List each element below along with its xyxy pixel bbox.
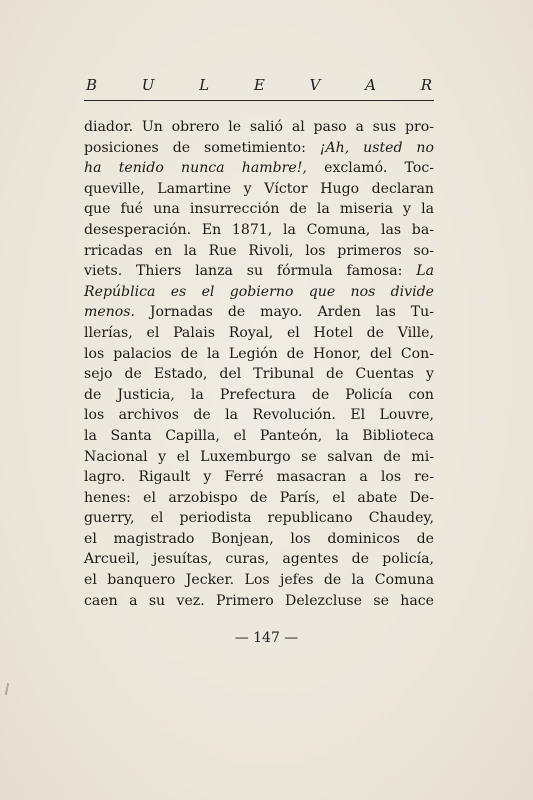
text-span: guerry, el periodista republicano Chaudey, <box>84 510 434 527</box>
body-paragraph <box>84 117 434 611</box>
text-line <box>84 344 434 365</box>
header-letter: R <box>420 76 432 94</box>
text-line <box>84 220 434 241</box>
text-span: desesperación. En 1871, la Comuna, las ba- <box>84 221 434 238</box>
text-span: exclamó. Toc- <box>306 160 434 177</box>
running-header <box>86 76 432 94</box>
text-line <box>84 138 434 159</box>
text-line <box>84 282 434 303</box>
text-span: viets. Thiers lanza su fórmula famosa: <box>84 263 417 280</box>
text-line <box>84 364 434 385</box>
header-letter: L <box>199 76 210 94</box>
text-line <box>84 117 434 138</box>
text-span: los palacios de la Legión de Honor, del Con- <box>84 345 434 362</box>
text-line <box>84 426 434 447</box>
text-span: los archivos de la Revolución. El Louvre, <box>84 407 434 424</box>
text-span: lagro. Rigault y Ferré masacran a los re- <box>84 469 434 486</box>
text-span: la Santa Capilla, el Panteón, la Biblioteca <box>84 427 434 444</box>
text-line <box>84 179 434 200</box>
header-letter: B <box>86 76 98 94</box>
text-span: caen a su vez. Primero Delezcluse se hace <box>84 592 434 609</box>
margin-mark <box>5 683 9 695</box>
italic-text: ¡Ah, usted no <box>319 139 434 156</box>
text-line <box>84 158 434 179</box>
text-span: el banquero Jecker. Los jefes de la Comuna <box>84 572 434 589</box>
text-span: llerías, el Palais Royal, el Hotel de Ville, <box>84 324 434 341</box>
text-line <box>84 385 434 406</box>
text-span: el magistrado Bonjean, los dominicos de <box>84 530 434 547</box>
header-rule <box>84 100 434 101</box>
text-line <box>84 241 434 262</box>
text-span: Jornadas de mayo. Arden las Tu- <box>134 304 434 321</box>
header-letter: U <box>141 76 155 94</box>
italic-text: ha tenido nunca hambre!, <box>84 160 307 177</box>
text-span: diador. Un obrero le salió al paso a sus pro- <box>84 119 434 135</box>
text-span: henes: el arzobispo de París, el abate De- <box>84 489 434 506</box>
header-letter: V <box>309 76 321 94</box>
text-line <box>84 302 434 323</box>
text-line <box>84 467 434 488</box>
text-span: de Justicia, la Prefectura de Policía con <box>84 386 434 403</box>
italic-text: La <box>416 263 434 280</box>
text-span: queville, Lamartine y Víctor Hugo declaran <box>84 180 434 197</box>
text-line <box>84 323 434 344</box>
text-line <box>84 199 434 220</box>
text-line <box>84 405 434 426</box>
italic-text: menos. <box>84 304 135 321</box>
text-line <box>84 570 434 591</box>
text-line <box>84 261 434 282</box>
text-line <box>84 529 434 550</box>
text-span: que fué una insurrección de la miseria y la <box>84 201 434 218</box>
text-line <box>84 488 434 509</box>
text-line <box>84 549 434 570</box>
italic-text: República es el gobierno que nos divide <box>84 283 434 300</box>
text-line <box>84 508 434 529</box>
text-span: sejo de Estado, del Tribunal de Cuentas y <box>84 366 434 383</box>
header-letter: E <box>253 76 265 94</box>
text-line <box>84 447 434 468</box>
text-span: Arcueil, jesuítas, curas, agentes de policía, <box>84 551 434 568</box>
text-line <box>84 591 434 612</box>
text-span: posiciones de sometimiento: <box>84 139 320 156</box>
text-span: rricadas en la Rue Rivoli, los primeros so- <box>84 242 434 259</box>
page-number: — 147 — <box>234 630 299 646</box>
text-span: Nacional y el Luxemburgo se salvan de mi- <box>84 448 434 465</box>
header-letter: A <box>365 76 376 94</box>
